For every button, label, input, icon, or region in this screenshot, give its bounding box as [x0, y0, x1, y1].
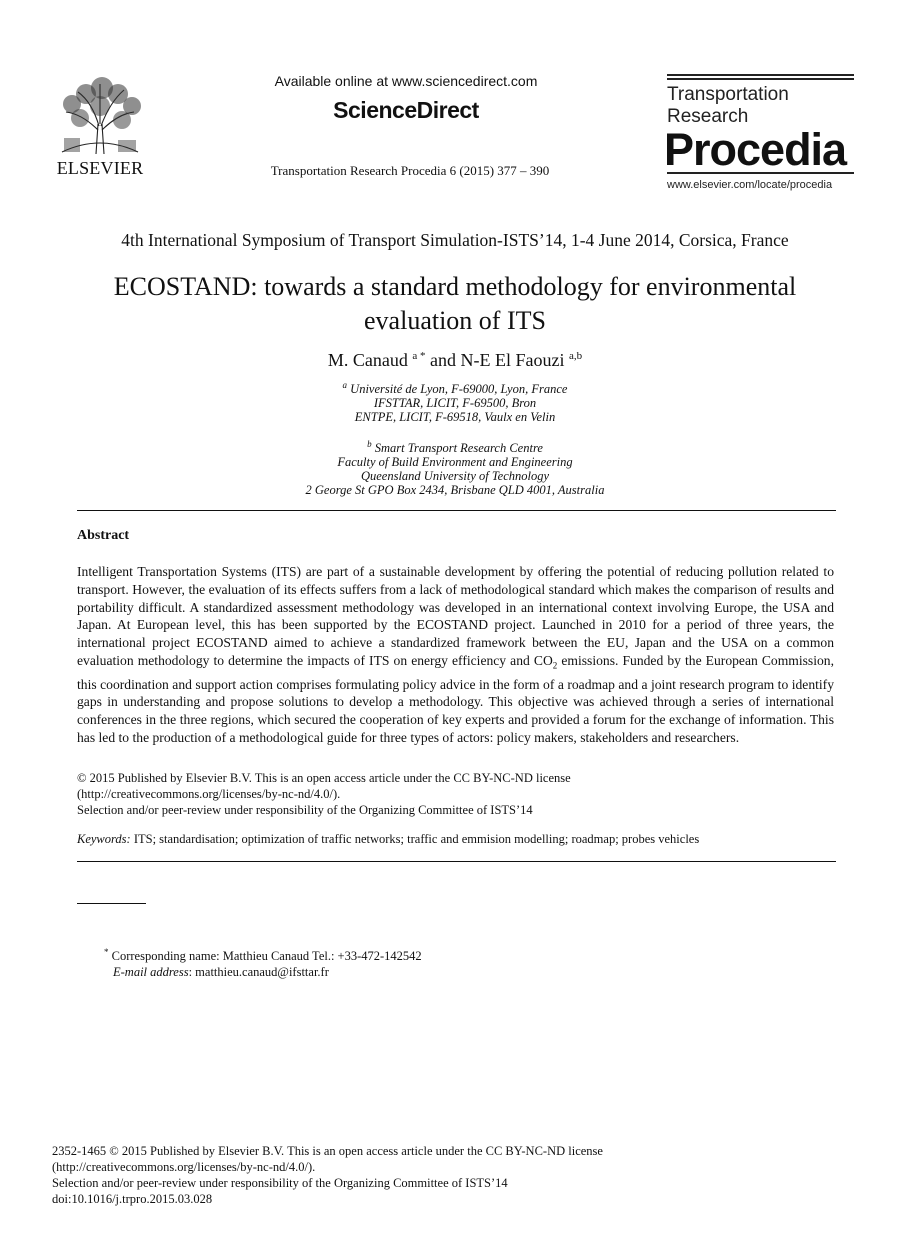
footer-license-link[interactable]: (http://creativecommons.org/licenses/by-nc-nd/4.0/). [52, 1160, 316, 1174]
publisher-name: ELSEVIER [56, 158, 144, 178]
journal-logo-line1: Transportation [667, 84, 789, 105]
affiliation-b-line1: Smart Transport Research Centre [374, 441, 543, 456]
abstract-heading: Abstract [77, 528, 130, 543]
footnote-line1: Corresponding name: Matthieu Canaud Tel.: +33-472-142542 [111, 949, 422, 964]
affiliation-a [100, 378, 810, 424]
license-block [77, 770, 847, 818]
license-link[interactable]: (http://creativecommons.org/licenses/by-nc-nd/4.0/). [77, 787, 341, 801]
affiliation-a-line2: IFSTTAR, LICIT, F-69500, Bron [373, 396, 537, 411]
author-1[interactable]: M. Canaud [327, 350, 408, 370]
footer-doi[interactable]: doi:10.1016/j.trpro.2015.03.028 [52, 1192, 213, 1206]
sciencedirect-brand[interactable]: ScienceDirect [333, 97, 479, 123]
author-connector: and [430, 350, 456, 370]
paper-title-line1: ECOSTAND: towards a standard methodology for environmental [113, 272, 797, 301]
divider-top [77, 510, 836, 511]
logo-rule-top-2 [667, 78, 854, 80]
keywords [77, 831, 847, 847]
footnote-rule [77, 903, 146, 904]
abstract-subscript: 2 [552, 660, 558, 671]
page-footer [52, 1143, 603, 1207]
footer-line3: Selection and/or peer-review under responsibility of the Organizing Committee of ISTS’14 [52, 1176, 508, 1190]
corresponding-author-footnote [104, 944, 422, 980]
affiliation-b-line2: Faculty of Build Environment and Engineering [337, 455, 573, 470]
author-2[interactable]: N-E El Faouzi [460, 350, 565, 370]
paper-title [60, 270, 850, 338]
affiliation-b-line3: Queensland University of Technology [360, 469, 550, 484]
available-online-text[interactable]: Available online at www.sciencedirect.com [274, 73, 538, 89]
keywords-text: ITS; standardisation; optimization of traffic networks; traffic and emmision modelling; roadmap; probes vehicles [130, 832, 700, 846]
author-2-affiliation-marker: a,b [568, 350, 583, 362]
conference-name: 4th International Symposium of Transport Simulation-ISTS’14, 1-4 June 2014, Corsica, France [121, 230, 789, 250]
footer-line1: 2352-1465 © 2015 Published by Elsevier B.V. This is an open access article under the CC BY-NC-ND license [52, 1144, 603, 1158]
abstract-body [77, 563, 834, 747]
journal-logo-line3: Procedia [664, 124, 847, 175]
paper-title-line2: evaluation of ITS [364, 306, 546, 335]
abstract-text-part2: emissions. Funded by the European Commission, this coordination and support action comprises formulating policy advice in the form of a roadmap and a joint research program to identify gaps in understanding and propose solutions to develop a methodology. This objective was achieved through a series of international conferences in the three regions, which secured the cooperation of key experts and provided a forum for the exchange of information. This has led to the production of a methodological guide for three types of actors: policy makers, stakeholders and researchers. [77, 652, 834, 745]
author-1-affiliation-marker: a * [412, 350, 426, 362]
journal-reference: Transportation Research Procedia 6 (2015) 377 – 390 [270, 163, 550, 178]
divider-bottom [77, 861, 836, 862]
affiliation-b-marker: b [367, 439, 372, 449]
author-list [100, 350, 810, 371]
journal-logo-line2: Research [667, 106, 749, 127]
affiliation-a-line3: ENTPE, LICIT, F-69518, Vaulx en Velin [354, 410, 556, 425]
abstract-text-part1: Intelligent Transportation Systems (ITS) are part of a sustainable development by offering the potential of reducing pollution related to transport. However, the evaluation of its effects suffers from a lack of methodological standard which makes the comparison of results and portability difficult. A standardized assessment methodology was developed in an international context involving Europe, the USA and Japan. At European level, this has been supported by the ECOSTAND project. Launched in 2010 for a period of three years, the international project ECOSTAND aimed to achieve a standardized framework between the EU, Japan and the USA on a common evaluation methodology to determine the impacts of ITS on energy efficiency and CO [77, 564, 834, 668]
keywords-label: Keywords: [77, 832, 131, 846]
logo-rule-top-1 [667, 74, 854, 76]
journal-url[interactable]: www.elsevier.com/locate/procedia [667, 179, 833, 191]
license-line1: © 2015 Published by Elsevier B.V. This is an open access article under the CC BY-NC-ND license [77, 771, 571, 785]
email-value[interactable]: : matthieu.canaud@ifsttar.fr [188, 965, 329, 980]
affiliation-a-marker: a [342, 380, 348, 390]
email-label: E-mail address [113, 965, 189, 980]
affiliation-b [100, 437, 810, 497]
footnote-marker: * [104, 947, 109, 957]
affiliation-a-line1: Université de Lyon, F-69000, Lyon, France [350, 382, 568, 397]
affiliation-b-line4: 2 George St GPO Box 2434, Brisbane QLD 4001, Australia [305, 483, 605, 498]
license-line3: Selection and/or peer-review under responsibility of the Organizing Committee of ISTS’14 [77, 803, 533, 817]
